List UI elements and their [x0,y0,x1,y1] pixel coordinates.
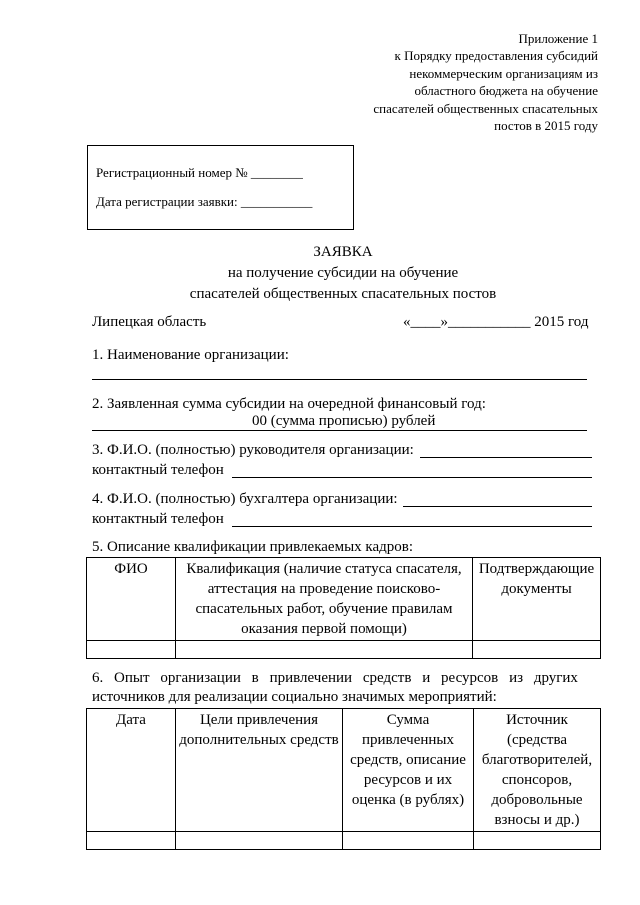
item-director-name: 3. Ф.И.О. (полностью) руководителя организации: [92,442,414,458]
item-word: привлечении [269,670,353,686]
item-resource-experience-cont: источников для реализации социально значимых мероприятий: [92,689,497,705]
subsidy-amount-text: 00 (сумма прописью) рублей [252,413,436,429]
director-phone-label: контактный телефон [92,462,224,478]
table-header-cell: Подтверждающие документы [473,558,601,641]
table-cell[interactable] [176,641,473,659]
registration-number [96,165,303,181]
table-cell[interactable] [473,641,601,659]
annex-note [298,30,598,134]
item-staff-qualification: 5. Описание квалификации привлекаемых кадров: [92,539,413,555]
date-year: 2015 год [534,314,589,330]
date-day[interactable]: «____» [403,314,448,330]
item-accountant-name: 4. Ф.И.О. (полностью) бухгалтера организации: [92,491,398,507]
table-header-cell: Дата [87,709,176,832]
table-cell[interactable] [87,832,176,850]
item-word: Опыт [114,670,150,686]
accountant-name-field[interactable] [403,506,592,507]
table-header-cell: Сумма привлеченных средств, описание ресурсов и их оценка (в рублях) [343,709,474,832]
table-header-cell: Квалификация (наличие статуса спасателя, аттестация на проведение поисково-спасательных работ, обучение правилам оказания первой помощи) [176,558,473,641]
annex-line: постов в 2015 году [494,118,598,134]
table-header-cell: ФИО [87,558,176,641]
registration-date [96,194,312,210]
director-name-field[interactable] [420,457,592,458]
table-header-row [87,709,601,832]
page-subtitle: на получение субсидии на обучение [227,265,459,281]
table-cell[interactable] [176,832,343,850]
resources-table [86,708,601,850]
annex-line: областного бюджета на обучение [414,83,598,99]
item-organization-name: 1. Наименование организации: [92,347,289,363]
item-word: других [533,670,578,686]
item-word: и [422,670,431,686]
table-header-cell: Цели привлечения дополнительных средств [176,709,343,832]
table-header-row [87,558,601,641]
page-subtitle: спасателей общественных спасательных постов [189,286,497,302]
organization-name-field[interactable] [92,379,587,380]
item-word: в [251,670,259,686]
registration-number-label: Регистрационный номер № [96,165,248,180]
table-row [87,832,601,850]
accountant-phone-label: контактный телефон [92,511,224,527]
item-word: организации [160,670,241,686]
registration-date-blank[interactable]: ___________ [240,194,313,209]
item-word: из [509,670,524,686]
registration-number-blank[interactable]: ________ [250,165,303,180]
item-word: средств [362,670,412,686]
date-line [403,314,588,331]
table-header-cell: Источник (средства благотворителей, спонсоров, добровольные взносы и др.) [474,709,601,832]
annex-line: Приложение 1 [518,31,598,46]
page-title: ЗАЯВКА [313,244,373,260]
qualification-table [86,557,601,659]
annex-line: спасателей общественных спасательных [373,100,598,116]
item-word: ресурсов [441,670,499,686]
item-subsidy-amount: 2. Заявленная сумма субсидии на очередной финансовый год: [92,396,486,412]
table-cell[interactable] [474,832,601,850]
registration-date-label: Дата регистрации заявки: [96,194,238,209]
director-phone-field[interactable] [232,477,592,478]
table-cell[interactable] [87,641,176,659]
table-row [87,641,601,659]
region-label: Липецкая область [92,314,207,330]
subsidy-amount-field[interactable] [92,430,587,431]
annex-line: некоммерческим организациям из [409,65,598,81]
registration-box [87,145,354,230]
table-cell[interactable] [343,832,474,850]
item-word: 6. [92,670,104,686]
item-resource-experience [92,670,578,687]
date-month[interactable]: ___________ [448,314,531,330]
accountant-phone-field[interactable] [232,526,592,527]
annex-line: к Порядку предоставления субсидий [394,48,598,64]
